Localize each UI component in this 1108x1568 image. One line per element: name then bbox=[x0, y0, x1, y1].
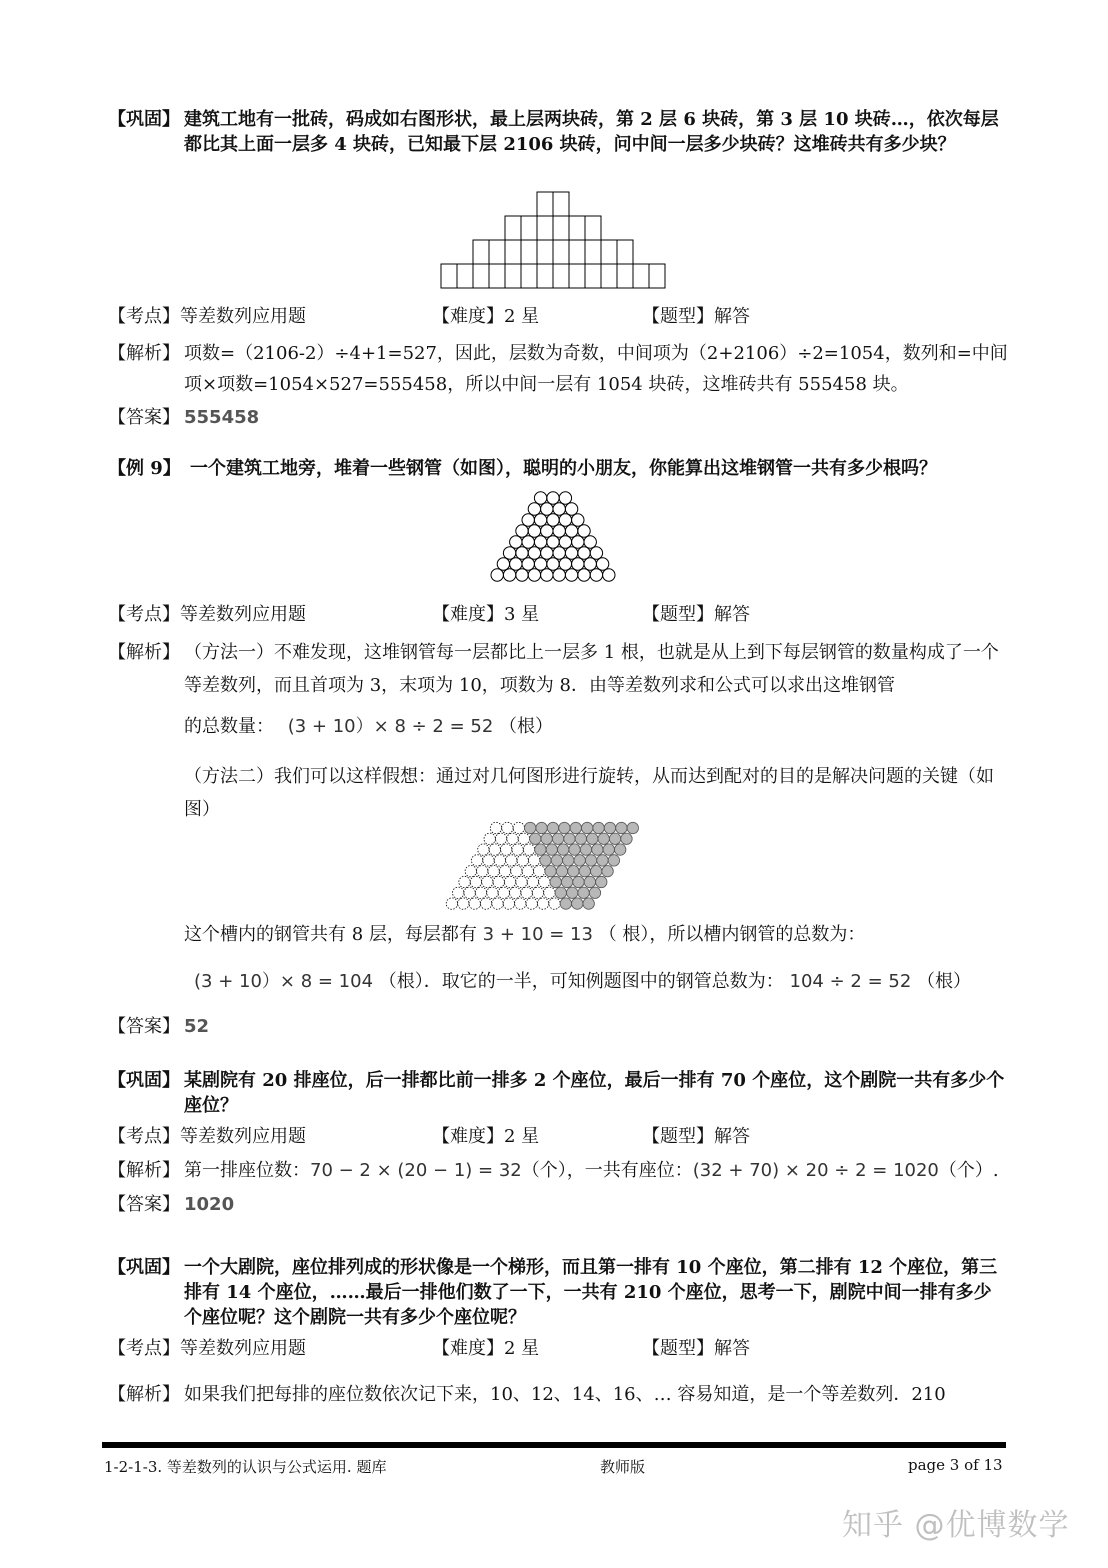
ex1-kaodian-label: 【考点】等差数列应用题 bbox=[108, 306, 306, 327]
ex1-jiexi-tag: 【解析】 bbox=[108, 343, 180, 364]
ex4-tag: 【巩固】 bbox=[108, 1257, 180, 1278]
ex3-kaodian-label: 【考点】等差数列应用题 bbox=[108, 1126, 306, 1147]
ex3-formula-1: 70 − 2 × (20 − 1) = 32 bbox=[310, 1160, 522, 1181]
ex2-formula-3: (3 + 10）× 8 = 104 bbox=[194, 971, 374, 992]
ex3-tixing-label: 【题型】解答 bbox=[642, 1126, 750, 1147]
rotated-pipes-figure bbox=[440, 820, 668, 916]
footer-doc-title: 1-2-1-3. 等差数列的认识与公式运用. 题库 bbox=[104, 1458, 387, 1476]
watermark-text: 知乎 @优博数学 bbox=[842, 1508, 1070, 1543]
ex2-daan-tag: 【答案】 bbox=[108, 1016, 180, 1037]
ex4-nandu-label: 【难度】2 星 bbox=[432, 1338, 540, 1359]
ex3-tag: 【巩固】 bbox=[108, 1070, 180, 1091]
ex2-daan: 52 bbox=[184, 1016, 210, 1037]
ex2-nandu-label: 【难度】3 星 bbox=[432, 604, 540, 625]
ex2-formula-2: 3 + 10 = 13 bbox=[482, 924, 593, 945]
ex1-daan-tag: 【答案】 bbox=[108, 407, 180, 428]
ex3-formula-2: (32 + 70) × 20 ÷ 2 = 1020 bbox=[692, 1160, 939, 1181]
ex3-jiexi-tag: 【解析】 bbox=[108, 1160, 180, 1181]
ex1-tag: 【巩固】 bbox=[108, 109, 180, 130]
ex2-groove-line: 这个槽内的钢管共有 8 层，每层都有 3 + 10 = 13 （ 根），所以槽内钢管的总数为： bbox=[184, 924, 866, 945]
brick-pyramid-figure bbox=[440, 188, 666, 294]
footer-page-number: page 3 of 13 bbox=[908, 1456, 1003, 1474]
ex2-total-line: 的总数量： (3 + 10）× 8 ÷ 2 = 52 （根） bbox=[184, 716, 554, 737]
ex4-jiexi: 如果我们把每排的座位数依次记下来，10、12、14、16、… 容易知道，是一个等差数列．210 bbox=[184, 1384, 946, 1405]
ex1-daan: 555458 bbox=[184, 407, 260, 428]
footer-edition: 教师版 bbox=[600, 1458, 646, 1476]
ex2-tag: 【例 9】 bbox=[108, 458, 181, 479]
ex1-jiexi: 项数=（2106-2）÷4+1=527，因此，层数为奇数，中间项为（2+2106）÷2=1054，数列和=中间项×项数=1054×527=555458，所以中间一层有 1054 块砖，这堆砖共有 555458 块。 bbox=[184, 343, 1008, 395]
ex2-jiexi-tag: 【解析】 bbox=[108, 642, 180, 663]
ex4-tixing-label: 【题型】解答 bbox=[642, 1338, 750, 1359]
ex3-daan-tag: 【答案】 bbox=[108, 1194, 180, 1215]
ex4-question: 一个大剧院，座位排列成的形状像是一个梯形，而且第一排有 10 个座位，第二排有 12 个座位，第三排有 14 个座位，……最后一排他们数了一下，一共有 210 个座位，思考一下，剧院中间一排有多少个座位呢？这个剧院一共有多少个座位呢？ bbox=[184, 1257, 998, 1328]
ex3-question: 某剧院有 20 排座位，后一排都比前一排多 2 个座位，最后一排有 70 个座位，这个剧院一共有多少个座位？ bbox=[184, 1070, 1005, 1116]
ex2-formula-1: (3 + 10）× 8 ÷ 2 = 52 bbox=[287, 716, 494, 737]
pipe-stack-figure bbox=[486, 488, 620, 584]
footer-rule bbox=[102, 1442, 1006, 1448]
ex2-kaodian-label: 【考点】等差数列应用题 bbox=[108, 604, 306, 625]
ex1-question: 建筑工地有一批砖，码成如右图形状，最上层两块砖，第 2 层 6 块砖，第 3 层 10 块砖…，依次每层都比其上面一层多 4 块砖，已知最下层 2106 块砖，问中间一层多少块砖？这堆砖共有多少块？ bbox=[184, 109, 999, 155]
ex1-tixing-label: 【题型】解答 bbox=[642, 306, 750, 327]
ex2-jiexi-method2: （方法二）我们可以这样假想：通过对几何图形进行旋转，从而达到配对的目的是解决问题的关键（如图） bbox=[184, 766, 994, 820]
ex3-daan: 1020 bbox=[184, 1194, 235, 1215]
ex1-nandu-label: 【难度】2 星 bbox=[432, 306, 540, 327]
ex3-nandu-label: 【难度】2 星 bbox=[432, 1126, 540, 1147]
ex2-tixing-label: 【题型】解答 bbox=[642, 604, 750, 625]
ex2-half-line: (3 + 10）× 8 = 104 （根）．取它的一半，可知例题图中的钢管总数为： 104 ÷ 2 = 52 （根） bbox=[194, 971, 972, 992]
ex2-formula-4: 104 ÷ 2 = 52 bbox=[789, 971, 912, 992]
ex2-jiexi-method1: （方法一）不难发现，这堆钢管每一层都比上一层多 1 根，也就是从上到下每层钢管的数量构成了一个等差数列，而且首项为 3，末项为 10，项数为 8．由等差数列求和公式可以求出这堆钢管 bbox=[184, 642, 999, 696]
ex2-question: 一个建筑工地旁，堆着一些钢管（如图），聪明的小朋友，你能算出这堆钢管一共有多少根吗？ bbox=[190, 458, 937, 479]
ex3-jiexi: 第一排座位数：70 − 2 × (20 − 1) = 32（个），一共有座位：(32 + 70) × 20 ÷ 2 = 1020（个）. bbox=[184, 1160, 999, 1181]
ex4-kaodian-label: 【考点】等差数列应用题 bbox=[108, 1338, 306, 1359]
ex4-jiexi-tag: 【解析】 bbox=[108, 1384, 180, 1405]
